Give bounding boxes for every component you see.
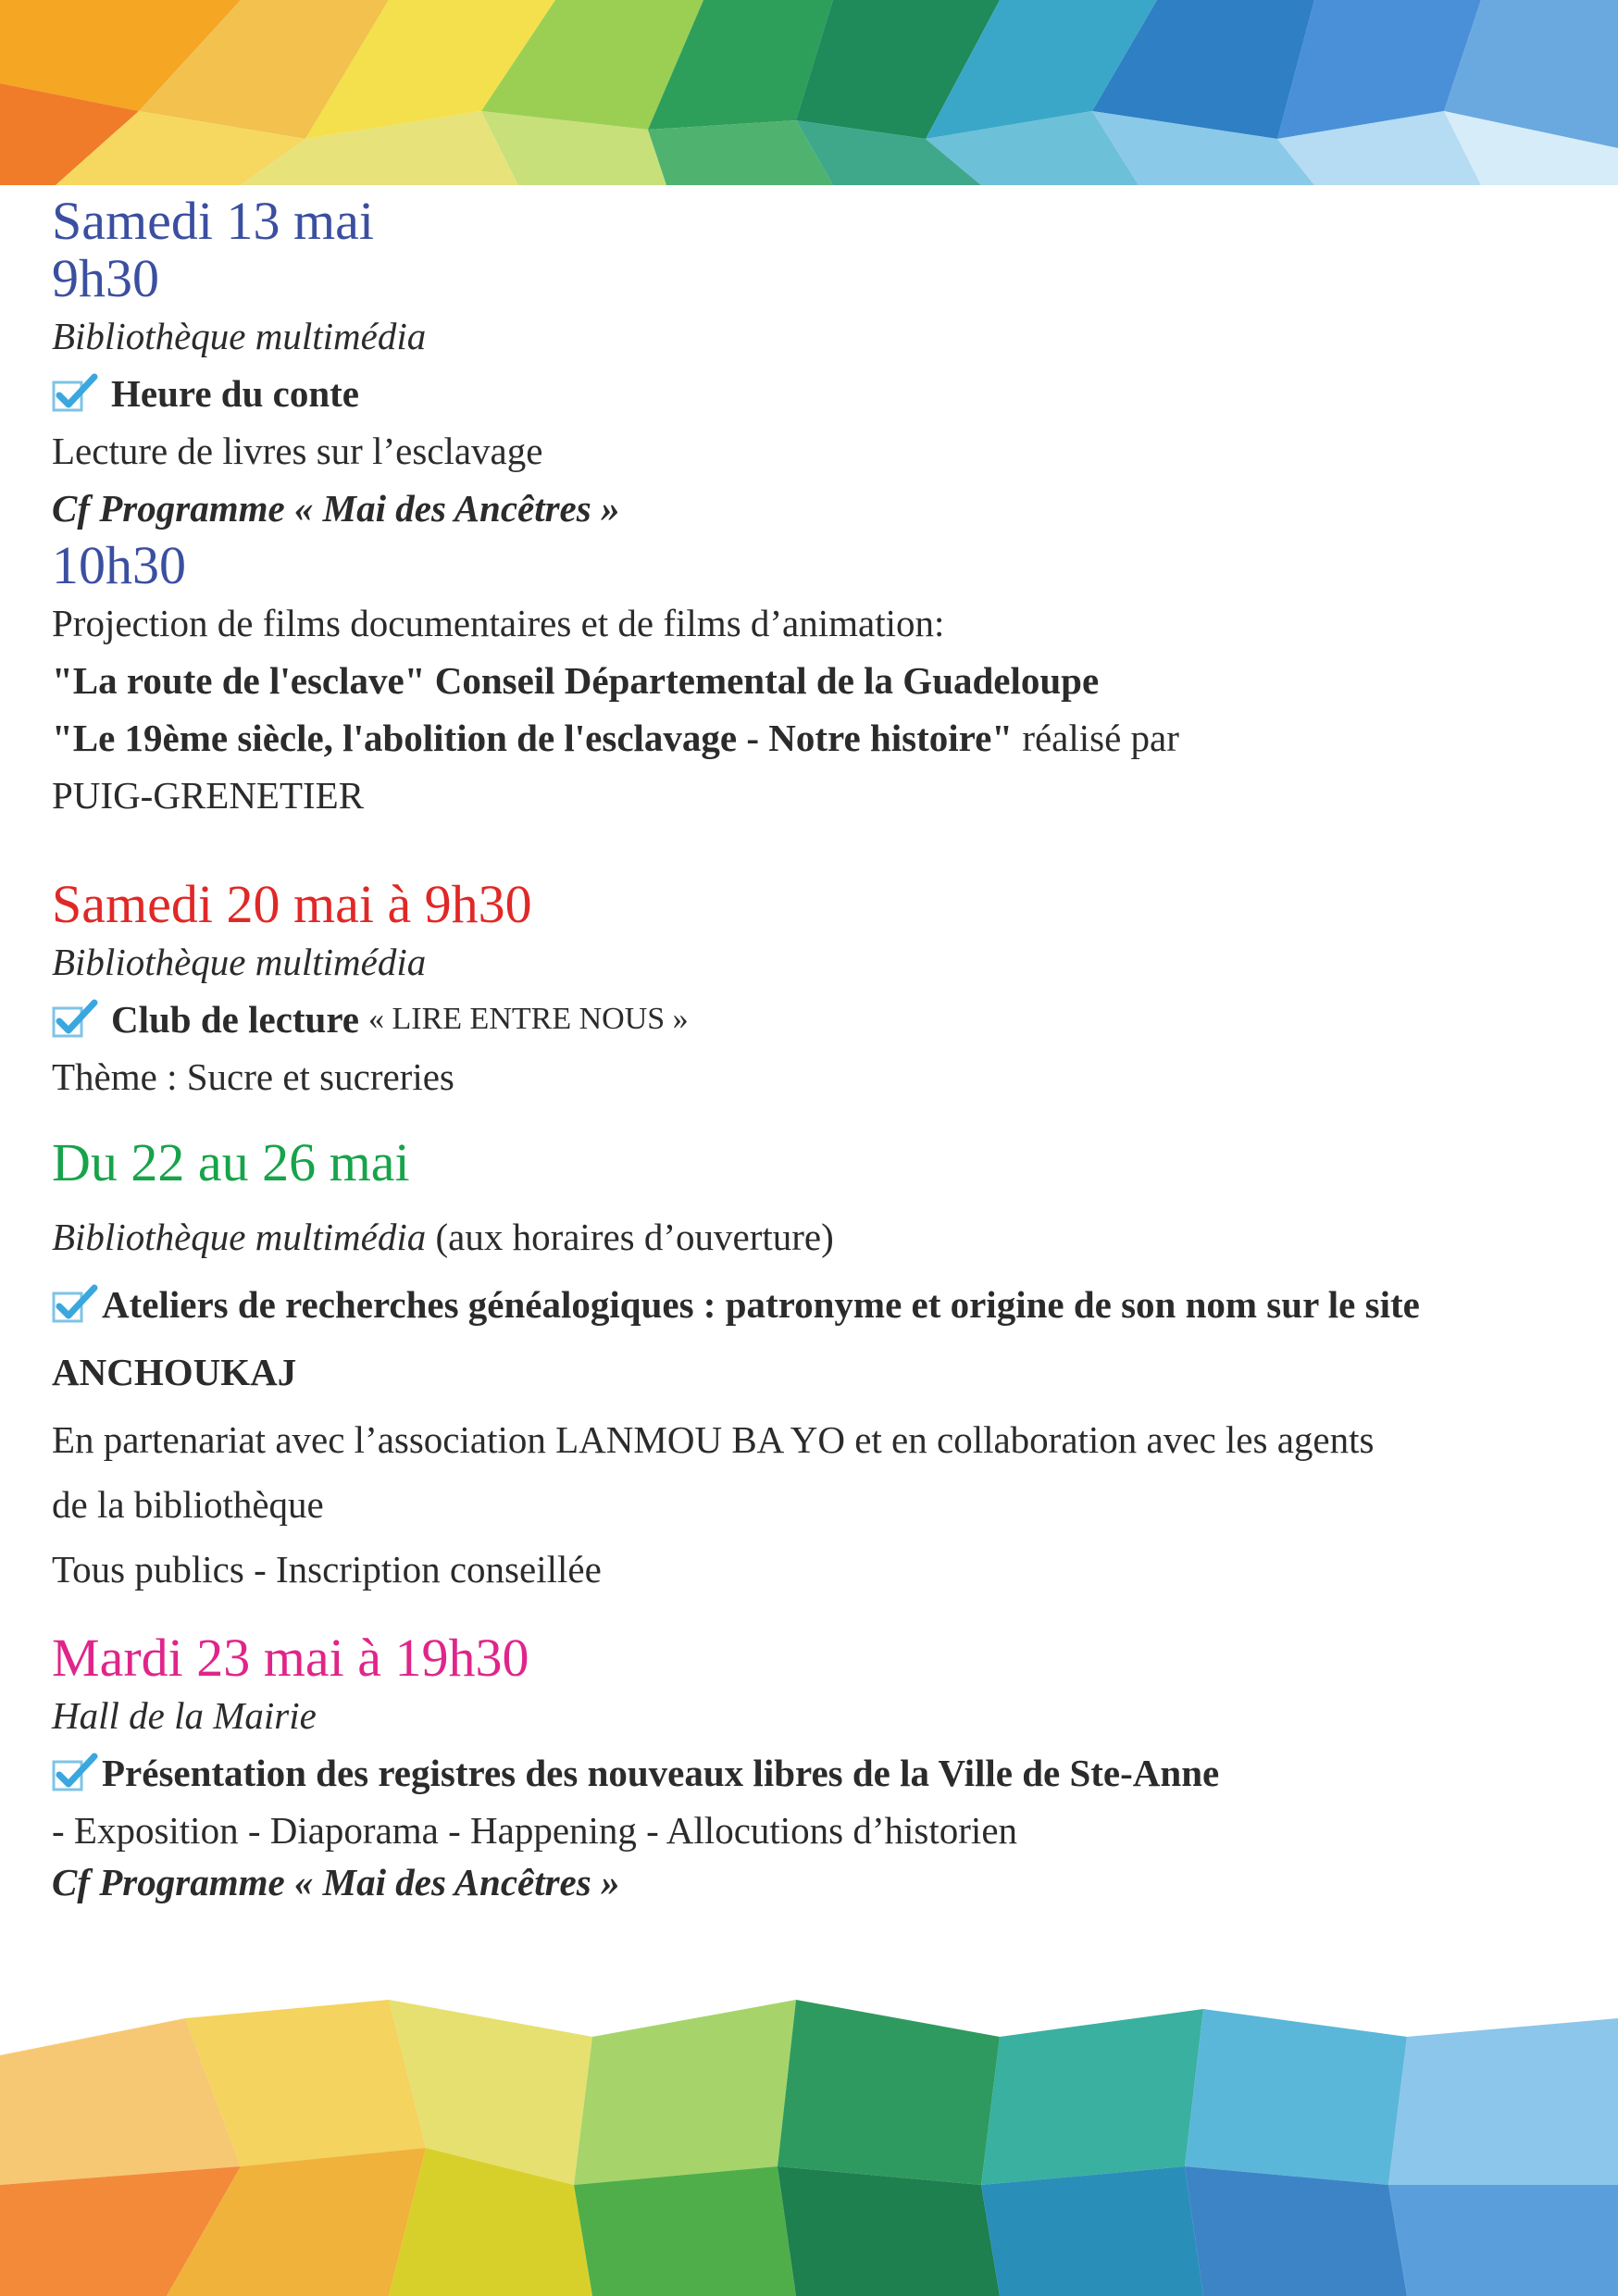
event-title-text: Ateliers de recherches généalogiques : patronyme et origine de son nom sur le site	[102, 1283, 1420, 1326]
event-du-22-au-26-mai	[52, 1124, 1579, 1602]
event-date: Samedi 20 mai à 9h30	[52, 874, 532, 934]
event-samedi-20-mai	[52, 876, 1579, 1105]
checkmark-icon	[52, 1284, 98, 1325]
event-title	[52, 1744, 1579, 1802]
bottom-decorative-banner	[0, 1981, 1618, 2296]
event-venue: Bibliothèque multimédia	[52, 315, 427, 357]
event-title-text: Heure du conte	[111, 372, 360, 415]
event-title-subtitle: « LIRE ENTRE NOUS »	[368, 1002, 689, 1036]
event-title	[52, 365, 1579, 422]
film-title-2-line	[52, 709, 1579, 767]
event-title-text: Club de lecture	[111, 998, 360, 1041]
program-reference: Cf Programme « Mai des Ancêtres »	[52, 487, 620, 530]
film-title-2: "Le 19ème siècle, l'abolition de l'esclavage - Notre histoire"	[52, 717, 1014, 759]
event-time: 9h30	[52, 248, 159, 308]
event-venue-note: (aux horaires d’ouverture)	[426, 1216, 834, 1258]
event-title	[52, 991, 1579, 1048]
program-reference: Cf Programme « Mai des Ancêtres »	[52, 1861, 620, 1903]
film-title-1: "La route de l'esclave" Conseil Départemental de la Guadeloupe	[52, 659, 1100, 702]
partner-text-continued: de la bibliothèque	[52, 1483, 324, 1526]
top-decorative-banner	[0, 0, 1618, 185]
checkmark-icon	[52, 999, 98, 1040]
partner-text: En partenariat avec l’association LANMOU BA YO et en collaboration avec les agents	[52, 1418, 1375, 1461]
event-venue-line	[52, 1202, 1579, 1272]
event-time-second: 10h30	[52, 535, 186, 595]
event-theme: Thème : Sucre et sucreries	[52, 1055, 454, 1098]
event-date: Mardi 23 mai à 19h30	[52, 1628, 529, 1688]
event-venue: Bibliothèque multimédia	[52, 1216, 427, 1258]
event-date: Samedi 13 mai	[52, 191, 374, 251]
event-description: Lecture de livres sur l’esclavage	[52, 430, 543, 472]
event-audience: Tous publics - Inscription conseillée	[52, 1548, 602, 1591]
event-date: Du 22 au 26 mai	[52, 1132, 410, 1192]
event-mardi-23-mai	[52, 1629, 1579, 1905]
event-samedi-13-mai	[52, 193, 1579, 824]
checkmark-icon	[52, 1753, 98, 1793]
film-director: PUIG-GRENETIER	[52, 774, 365, 817]
event-title-continued: ANCHOUKAJ	[52, 1351, 297, 1393]
event-title	[52, 1272, 1579, 1337]
event-title-text: Présentation des registres des nouveaux libres de la Ville de Ste-Anne	[102, 1752, 1220, 1794]
film-credit: réalisé par	[1013, 717, 1179, 759]
event-venue: Hall de la Mairie	[52, 1694, 317, 1737]
event-venue: Bibliothèque multimédia	[52, 941, 427, 983]
projection-description: Projection de films documentaires et de films d’animation:	[52, 602, 945, 644]
checkmark-icon	[52, 373, 98, 414]
event-activities: - Exposition - Diaporama - Happening - Allocutions d’historien	[52, 1809, 1018, 1852]
